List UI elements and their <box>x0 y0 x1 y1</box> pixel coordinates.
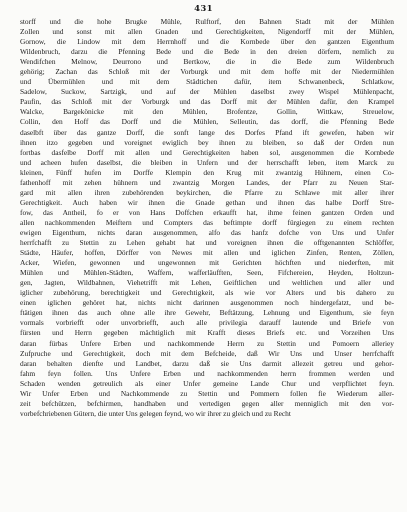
text-line: Städte, Häufer, hoffen, Dörffer von Newes mit allen und iglichen Zinfen, Renten, Zöllen, <box>20 248 394 258</box>
page-number: 431 <box>194 4 213 14</box>
body-text <box>20 17 394 419</box>
text-line: Mühlen und Mühlen-Städten, Waffern, wafferläufften, Seen, Fifchereien, Heyden, Holtzun- <box>20 268 394 278</box>
text-line: Wir Unfer Erben und Nachkommende zu Stettin und Pommern follen fie Wiederum aller- <box>20 388 394 398</box>
text-line: fow, das Antheil, fo er von Hans Doffchen erkaufft hat, ihme feinen gantzen Orden und <box>20 207 394 217</box>
text-line: fahm feyn follen. Uns Unfere Erben und nachkommenden herrn frommen werden und <box>20 368 394 378</box>
text-line: vormals vorbriefft oder unvorbriefft, auch alle privilegia darauff lautende und Briefe von <box>20 318 394 328</box>
text-line: iglicher zubehörung, berechtigkeit und Gerechtigkeit, als wie vor Alters und bis dahero zu <box>20 288 394 298</box>
text-line: Wildenbruch, darzu die Pfenning Bede und die Bede in den dreien dörfern, nemlich zu <box>20 47 394 57</box>
text-line: herrfchafft zu Stettin zu Lehen gehabt hat und voreignen ihnen die offtgenannten Schlöffer, <box>20 238 394 248</box>
text-line: Schaden wenden getreulich als einer Unfer gemeine Lande Chur und verpflichtet feyn. <box>20 378 394 388</box>
text-line: Zollen und sonst mit allen Gnaden und Gerechtigkeiten, Nigendorff mit der Mühlen, <box>20 27 394 37</box>
text-line: gen, Jagten, Wildbahnen, Viehetrifft mit Lehen, Geiftlichen und weltlichen und aller und <box>20 278 394 288</box>
text-line: daselbft über das gantze Dorff, die sonft lange des Dorfes Pfand ift gewefen, haben wir <box>20 127 394 137</box>
text-line: fürsten und Herrn gegeben mächtiglich mit Krafft dieses Briefs etc. und Vorzeihen Uns <box>20 328 394 338</box>
text-line: einen iglichen gehöret hat, nichts nicht darinnen ausgenommen noch hindergefatzt, und be- <box>20 298 394 308</box>
text-line: gard mit allen ihren zubehörenden beykirchen, die Pfarre zu Schlawe mit aller ihrer <box>20 187 394 197</box>
text-line: Gerechtigkeit. Auch haben wir ihnen die Gnade gethan und ihnen das halbe Dorff Stre- <box>20 197 394 207</box>
text-line: Gornow, die Lindow mit dem Herrnhoff und die Kornbede über den gantzen Eigenthum <box>20 37 394 47</box>
text-line: ihnen itzo gegeben und voreignet ewiglich bey ihnen zu bleiben, so daß der Orden nun <box>20 137 394 147</box>
text-line: Paufin, das Schloß mit der Vorburgk und das Dorff mit der Mühlen dafür, den Krampel <box>20 97 394 107</box>
text-line: allen nachkommenden Meiftern und Compters das beftimpte dorff fürgiegen zu einem rechten <box>20 217 394 227</box>
text-line: Zufpruche und Gerechtigkeit, doch mit dem Befcheide, daß Wir Uns und Unser herrfchafft <box>20 348 394 358</box>
text-line: Sadelow, Suckow, Sartzigk, und auf der Mühlen daselbst zwey Wispel Mühlenpacht, <box>20 87 394 97</box>
text-line: fortbas dasfelbe Dorff mit allen und Gerechtigkeiten haben sol, ausgenommen die Kornbede <box>20 147 394 157</box>
text-line: Walcke, Bargekönicke mit den Mühlen, Brofentze, Gollin, Wittkaw, Streuelow, <box>20 107 394 117</box>
text-line: vorbefchriebenen Gütern, die unter Uns gelegen feynd, wo wir ihrer zu gleich und zu Recht <box>20 408 291 418</box>
text-line: Acker, Wiefen, gewonnen und ungewonnen mit Gerichten höchften und niederften, mit <box>20 258 394 268</box>
text-line: storff und die hohe Brugke Mühle, Rulftorf, den Bahnen Stadt mit der Mühlen <box>20 17 394 26</box>
text-line: und acheen hufen daselbst, die bleiben in Unfern und der herrschafft leben, item Marck zu <box>20 157 394 167</box>
text-line: Wendifchen Melnow, Deurrono und Bertkow, die in die Bede zum Wildenbruch <box>20 57 394 67</box>
text-line: Collin, den Hoff das Dorff und die Mühlen, Selleutin, das dorff, die Pfenning Bede <box>20 117 394 127</box>
text-line: fathenhoff mit zehen hühnern und zwantzig Morgen Landes, der Pfarr zu Neuen Star- <box>20 177 394 187</box>
text-line: gehörig; Zachan das Schloß mit der Vorburgk und mit dem hoffe mit der Niedermühlen <box>20 67 394 77</box>
text-line: zeit befchützen, befchirmen, handhaben und vertedigen gegen aller menniglich mit den vor- <box>20 398 394 408</box>
text-line: daran behalten dienfte und Landbet, darzu daß sie Uns darmit allezeit getreu und gehor- <box>20 358 394 368</box>
text-line: ftätigen ihnen das auch ohne alle ihre Gewehr, Beftätzung, Lehnung und Eigenthum, sie feyn <box>20 308 394 318</box>
text-line: ewigen Eigenthum, nichts daran ausgenommen, alfo das hanfz dofche von Uns und Unfer <box>20 227 394 237</box>
text-line: daran fürbas Unfere Erben und nachkommende Herrn zu Stettin und Pomoern alleriey <box>20 338 394 348</box>
text-line: und Übermühlen und mit dem Städtichen dafür, item Schwanenbeck, Schlatkow, <box>20 77 394 87</box>
text-line: kleinen, Fünff hufen im Dorffe Klempin den Krug mit zwantzig Hühnern, einen Co- <box>20 167 394 177</box>
